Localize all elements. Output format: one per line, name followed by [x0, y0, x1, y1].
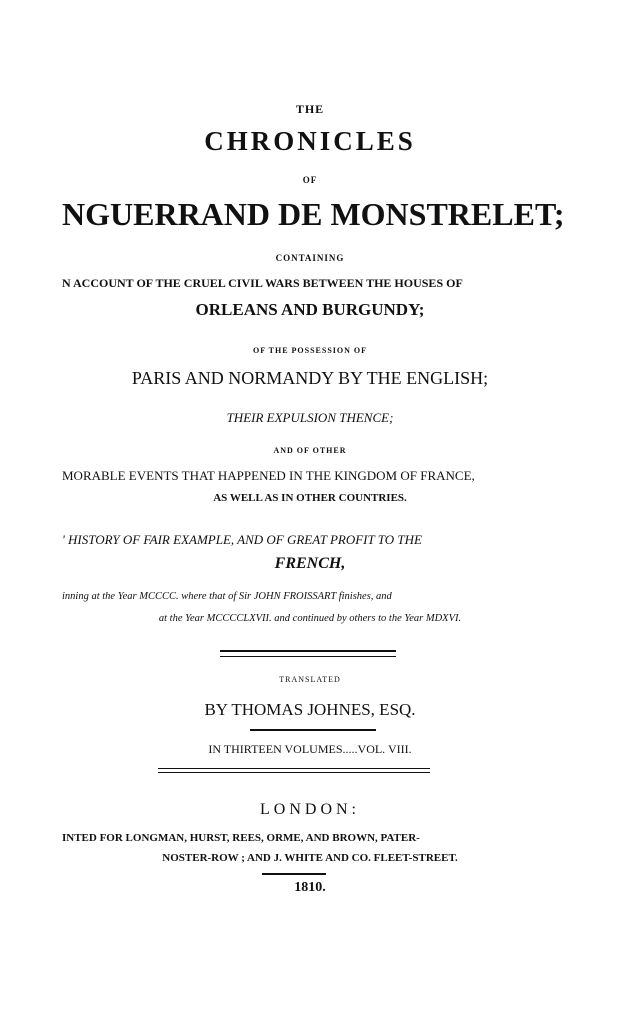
- containing-label: CONTAINING: [275, 253, 345, 263]
- and-other-label: AND OF OTHER: [273, 446, 347, 455]
- history-line: ' HISTORY OF FAIR EXAMPLE, AND OF GREAT PROFIT TO THE: [62, 532, 422, 547]
- expulsion-line: THEIR EXPULSION THENCE;: [226, 410, 394, 425]
- rule-under-volumes-2: [158, 772, 430, 773]
- city-line: LONDON:: [260, 801, 360, 818]
- houses-line: ORLEANS AND BURGUNDY;: [195, 300, 425, 319]
- translated-label: TRANSLATED: [279, 675, 341, 684]
- title-of: OF: [302, 175, 318, 185]
- author-name: NGUERRAND DE MONSTRELET;: [62, 196, 565, 232]
- printer-line-2: NOSTER-ROW ; AND J. WHITE AND CO. FLEET-STREET.: [162, 852, 458, 864]
- beginning-line: inning at the Year MCCCC. where that of Sir JOHN FROISSART finishes, and: [62, 591, 392, 602]
- as-well-line: AS WELL AS IN OTHER COUNTRIES.: [213, 492, 407, 504]
- translator-line: BY THOMAS JOHNES, ESQ.: [204, 700, 416, 719]
- swell-rule: [250, 729, 376, 731]
- year-line: 1810.: [294, 880, 326, 895]
- ornamental-rule-top-thin: [220, 656, 396, 657]
- volumes-line: IN THIRTEEN VOLUMES.....VOL. VIII.: [208, 742, 412, 756]
- ending-line: at the Year MCCCCLXVII. and continued by others to the Year MDXVI.: [158, 613, 462, 624]
- memorable-line: MORABLE EVENTS THAT HAPPENED IN THE KINGDOM OF FRANCE,: [62, 468, 475, 483]
- french-line: FRENCH,: [274, 555, 346, 572]
- printer-line-1: INTED FOR LONGMAN, HURST, REES, ORME, AND BROWN, PATER-: [62, 832, 420, 844]
- swell-rule-small: [262, 873, 326, 875]
- account-line: N ACCOUNT OF THE CRUEL CIVIL WARS BETWEEN THE HOUSES OF: [62, 276, 463, 290]
- title-the: THE: [295, 102, 325, 116]
- rule-under-volumes: [158, 768, 430, 769]
- ornamental-rule-top: [220, 650, 396, 652]
- paris-line: PARIS AND NORMANDY BY THE ENGLISH;: [131, 368, 489, 388]
- possession-label: OF THE POSSESSION OF: [252, 346, 368, 355]
- title-chronicles: CHRONICLES: [204, 126, 416, 156]
